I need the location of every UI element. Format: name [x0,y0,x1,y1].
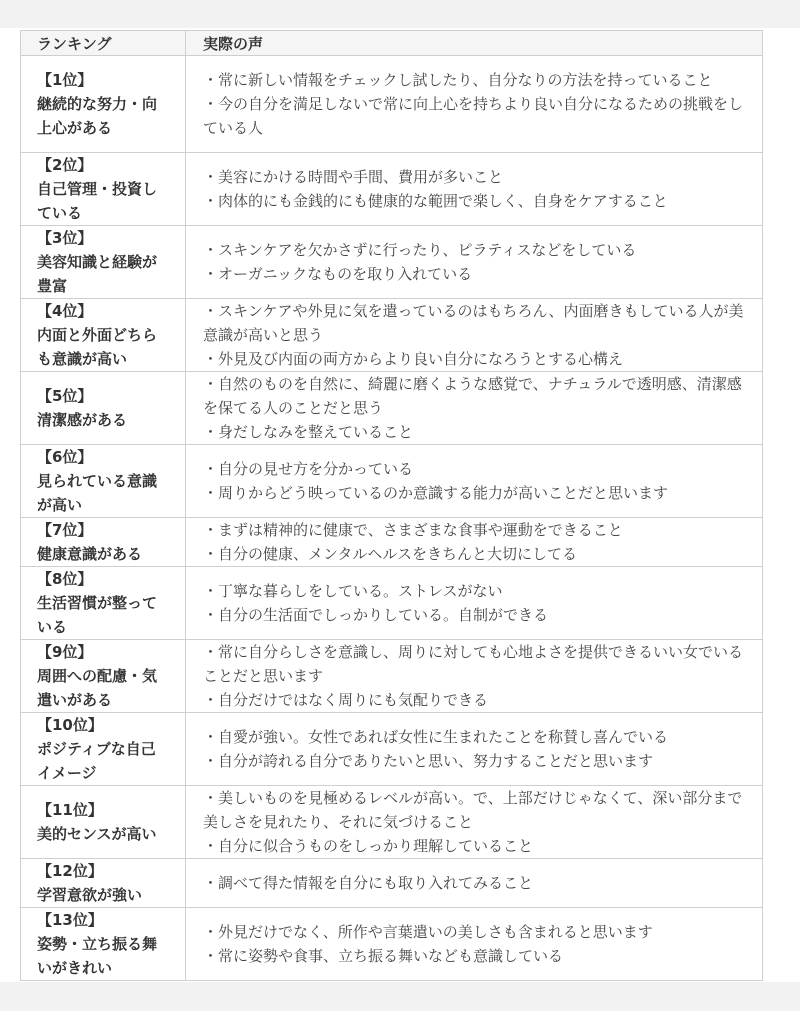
voices-cell [186,859,763,908]
voice-comment: ・身だしなみを整えていること [203,423,414,441]
table-row [21,786,763,859]
rank-cell [21,908,186,981]
voice-comment: ・自分の見せ方を分かっている [203,460,414,478]
rank-title: 見られている意識 が高い [37,472,158,514]
rank-cell [21,153,186,226]
rank-title: ポジティブな自己 イメージ [37,740,156,782]
rank-number: 【8位】 [37,570,93,588]
voice-comment: ・外見だけでなく、所作や言葉遣いの美しさも含まれると思います [203,923,653,941]
rank-title: 生活習慣が整って いる [37,594,158,636]
voice-comment: ・常に新しい情報をチェックし試したり、自分なりの方法を持っていること [203,71,713,89]
table-row [21,299,763,372]
table-row [21,640,763,713]
rank-number: 【2位】 [37,156,93,174]
rank-title: 姿勢・立ち振る舞 いがきれい [37,935,158,977]
rank-title: 美的センスが高い [37,825,157,843]
rank-number: 【3位】 [37,229,93,247]
voice-comment: ・まずは精神的に健康で、さまざまな食事や運動をできること [203,521,623,539]
voice-comment: ・美容にかける時間や手間、費用が多いこと [203,168,504,186]
table-body [21,56,763,981]
voice-comment: ・外見及び内面の両方からより良い自分になろうとする心構え [203,350,624,368]
rank-number: 【9位】 [37,643,93,661]
rank-cell [21,640,186,713]
voice-comment: ・オーガニックなものを取り入れている [203,265,473,283]
voice-comment: ・自愛が強い。女性であれば女性に生まれたことを称賛し喜んでいる [203,728,669,746]
voice-comment: ・調べて得た情報を自分にも取り入れてみること [203,874,534,892]
rank-title: 学習意欲が強い [37,886,143,904]
voices-cell [186,786,763,859]
rank-title: 清潔感がある [37,411,128,429]
voice-comment: ・自分の健康、メンタルヘルスをきちんと大切にしてる [203,545,577,563]
voices-cell [186,713,763,786]
table-row [21,713,763,786]
rank-number: 【1位】 [37,71,93,89]
voices-cell [186,640,763,713]
voice-comment: ・自分だけではなく周りにも気配りできる [203,691,489,709]
voice-comment: ・常に姿勢や食事、立ち振る舞いなども意識している [203,947,564,965]
table-row [21,445,763,518]
rank-number: 【5位】 [37,387,93,405]
voice-comment: ・スキンケアや外見に気を遣っているのはもちろん、内面磨きもしている人が美意識が高いと思う [203,302,744,344]
voice-comment: ・スキンケアを欠かさずに行ったり、ピラティスなどをしている [203,241,637,259]
rank-cell [21,786,186,859]
voice-comment: ・自分が誇れる自分でありたいと思い、努力することだと思います [203,752,654,770]
table-row [21,518,763,567]
voices-cell [186,372,763,445]
table-row [21,372,763,445]
voice-comment: ・自然のものを自然に、綺麗に磨くような感覚で、ナチュラルで透明感、清潔感を保てる人のことだと思う [203,375,742,417]
rank-cell [21,56,186,153]
rank-cell [21,518,186,567]
rank-cell [21,859,186,908]
table-header-row [21,31,763,56]
voice-comment: ・周りからどう映っているのか意識する能力が高いことだと思います [203,484,669,502]
voices-cell [186,226,763,299]
voices-cell [186,567,763,640]
table-row [21,567,763,640]
rank-title: 自己管理・投資し ている [37,180,158,222]
table-row [21,859,763,908]
header-ranking: ランキング [21,31,186,56]
voices-cell [186,56,763,153]
rank-cell [21,445,186,518]
voices-cell [186,153,763,226]
voices-cell [186,518,763,567]
voice-comment: ・自分に似合うものをしっかり理解していること [203,837,534,855]
table-row [21,908,763,981]
ranking-table [20,30,763,981]
rank-title: 内面と外面どちら も意識が高い [37,326,158,368]
rank-title: 周囲への配慮・気 遣いがある [37,667,158,709]
rank-cell [21,713,186,786]
table-row [21,226,763,299]
rank-title: 美容知識と経験が 豊富 [37,253,158,295]
rank-number: 【7位】 [37,521,93,539]
voice-comment: ・美しいものを見極めるレベルが高い。で、上部だけじゃなくて、深い部分まで美しさを見れたり、それに気づけること [203,789,743,831]
rank-number: 【6位】 [37,448,93,466]
voice-comment: ・丁寧な暮らしをしている。ストレスがない [203,582,503,600]
rank-number: 【10位】 [37,716,103,734]
voice-comment: ・今の自分を満足しないで常に向上心を持ちより良い自分になるための挑戦をしている人 [203,95,744,137]
voices-cell [186,908,763,981]
rank-cell [21,299,186,372]
rank-number: 【4位】 [37,302,93,320]
table-row [21,56,763,153]
rank-number: 【13位】 [37,911,103,929]
rank-title: 継続的な努力・向 上心がある [37,95,158,137]
voice-comment: ・自分の生活面でしっかりしている。自制ができる [203,606,549,624]
voice-comment: ・常に自分らしさを意識し、周りに対しても心地よさを提供できるいい女でいることだと思います [203,643,744,685]
rank-cell [21,226,186,299]
voices-cell [186,299,763,372]
rank-title: 健康意識がある [37,545,143,563]
voice-comment: ・肉体的にも金銭的にも健康的な範囲で楽しく、自身をケアすること [203,192,668,210]
header-voices: 実際の声 [186,31,763,56]
voices-cell [186,445,763,518]
rank-cell [21,372,186,445]
rank-number: 【11位】 [37,801,103,819]
rank-cell [21,567,186,640]
table-row [21,153,763,226]
rank-number: 【12位】 [37,862,103,880]
